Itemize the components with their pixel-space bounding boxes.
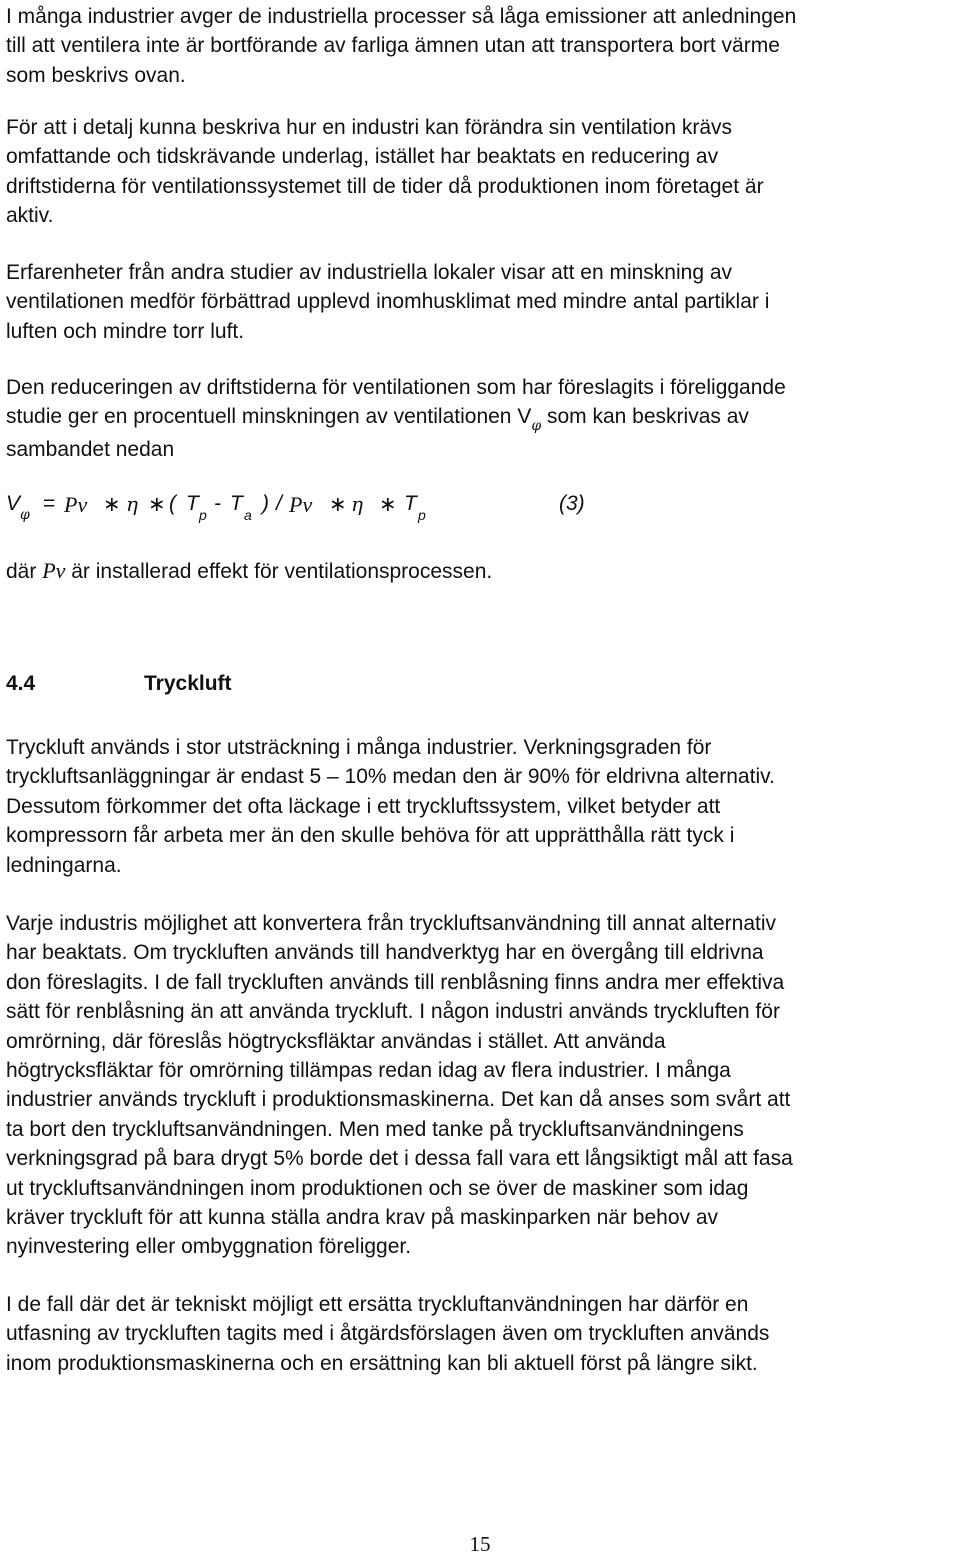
text-line: ledningarna.	[6, 853, 122, 877]
phi-subscript: φ	[531, 418, 542, 435]
formula-3	[6, 492, 606, 532]
text-line: sambandet nedan	[6, 437, 175, 461]
section-title: Tryckluft	[144, 672, 232, 695]
formula-p-subscript: p	[199, 507, 207, 523]
text-line: ventilationen medför förbättrad upplevd inomhusklimat med mindre antal partiklar i	[6, 290, 770, 314]
formula-eta: η	[126, 492, 138, 516]
formula-lparen: (	[169, 492, 176, 515]
formula-equals: =	[43, 492, 56, 515]
pv-symbol: Pv	[42, 558, 66, 583]
formula-t: T	[404, 492, 417, 515]
equation-number: (3)	[559, 492, 585, 515]
text-line: don föreslagits. I de fall tryckluften används till renblåsning finns andra mer effektiva	[6, 970, 785, 994]
text-segment: studie ger en procentuell minskningen av ventilationen V	[6, 405, 532, 429]
formula-pv: Pv	[64, 492, 88, 517]
text-line: kompressorn får arbeta mer än den skulle behöva för att upprätthålla rätt tyck i	[6, 824, 735, 848]
text-line: industrier används tryckluft i produktionsmaskinerna. Det kan då anses som svårt att	[6, 1088, 791, 1112]
text-segment: där	[6, 560, 43, 583]
formula-a-subscript: a	[244, 507, 252, 523]
formula-multiply: ∗	[103, 493, 121, 516]
formula-multiply: ∗	[379, 493, 397, 516]
paragraph-5	[6, 556, 956, 586]
paragraph-3	[6, 258, 956, 346]
text-line: kräver tryckluft för att kunna ställa andra krav på maskinparken när behov av	[6, 1206, 719, 1230]
text-line: aktiv.	[6, 204, 54, 228]
text-line: Tryckluft används i stor utsträckning i många industrier. Verkningsgraden för	[6, 736, 712, 759]
text-line: nyinvestering eller ombyggnation föreligger.	[6, 1235, 412, 1259]
formula-slash: /	[276, 492, 282, 515]
text-line: omrörning, där föreslås högtrycksfläktar användas i stället. Att använda	[6, 1029, 666, 1053]
formula-rparen: )	[262, 492, 269, 515]
text-line: som beskrivs ovan.	[6, 63, 186, 87]
section-number: 4.4	[6, 672, 36, 695]
text-line: I många industrier avger de industriella processer så låga emissioner att anledningen	[6, 5, 797, 28]
paragraph-8	[6, 1290, 956, 1378]
formula-t: T	[186, 492, 199, 515]
text-line: till att ventilera inte är bortförande av farliga ämnen utan att transportera bort värme	[6, 34, 780, 58]
text-line: luften och mindre torr luft.	[6, 319, 245, 343]
text-line: tryckluftsanläggningar är endast 5 – 10% medan den är 90% för eldrivna alternativ.	[6, 765, 775, 789]
paragraph-2	[6, 113, 956, 231]
paragraph-4	[6, 373, 956, 464]
formula-pv: Pv	[289, 492, 313, 517]
text-line: högtrycksfläktar för omrörning tillämpas redan idag av flera industrier. I många	[6, 1059, 731, 1083]
text-line: Dessutom förkommer det ofta läckage i ett tryckluftssystem, vilket betyder att	[6, 794, 721, 818]
page-number: 15	[469, 1532, 491, 1556]
text-line	[6, 402, 956, 434]
text-line: verkningsgrad på bara drygt 5% borde det i dessa fall vara ett långsiktigt mål att fasa	[6, 1147, 793, 1171]
text-line: omfattande och tidskrävande underlag, istället har beaktats en reducering av	[6, 145, 719, 169]
text-line	[6, 556, 956, 586]
formula-phi-subscript: φ	[20, 507, 30, 523]
text-line: För att i detalj kunna beskriva hur en industri kan förändra sin ventilation krävs	[6, 116, 733, 139]
text-line: inom produktionsmaskinerna och en ersättning kan bli aktuell först på längre sikt.	[6, 1351, 758, 1375]
formula-t: T	[230, 492, 243, 515]
formula-multiply: ∗	[329, 493, 347, 516]
formula-v: V	[6, 492, 21, 515]
formula-multiply: ∗	[148, 493, 166, 516]
text-line: Den reduceringen av driftstiderna för ventilationen som har föreslagits i föreliggande	[6, 376, 786, 399]
text-line: ut tryckluftsanvändningen inom produktionen och se över de maskiner som idag	[6, 1176, 749, 1200]
formula-p-subscript: p	[418, 507, 426, 523]
text-line: ta bort den tryckluftsanvändningen. Men med tanke på tryckluftsanvändningens	[6, 1117, 744, 1141]
text-line: utfasning av tryckluften tagits med i åtgärdsförslagen även om tryckluften används	[6, 1322, 770, 1346]
text-line: Erfarenheter från andra studier av industriella lokaler visar att en minskning av	[6, 261, 733, 284]
text-line: har beaktats. Om tryckluften används till handverktyg har en övergång till eldrivna	[6, 941, 764, 965]
text-line: Varje industris möjlighet att konvertera från tryckluftsanvändning till annat alternativ	[6, 912, 776, 935]
paragraph-6	[6, 733, 956, 880]
text-segment: som kan beskrivas av	[541, 405, 749, 429]
formula-eta: η	[351, 492, 363, 516]
paragraph-1	[6, 2, 956, 90]
text-segment: är installerad effekt för ventilationsprocessen.	[65, 560, 493, 583]
text-line: sätt för renblåsning än att använda tryckluft. I någon industri används tryckluften för	[6, 1000, 780, 1024]
text-line: driftstiderna för ventilationssystemet till de tider då produktionen inom företaget är	[6, 174, 764, 198]
formula-minus: -	[214, 492, 221, 515]
text-line: I de fall där det är tekniskt möjligt ett ersätta tryckluftanvändningen har därför en	[6, 1293, 749, 1316]
paragraph-7	[6, 909, 956, 1262]
